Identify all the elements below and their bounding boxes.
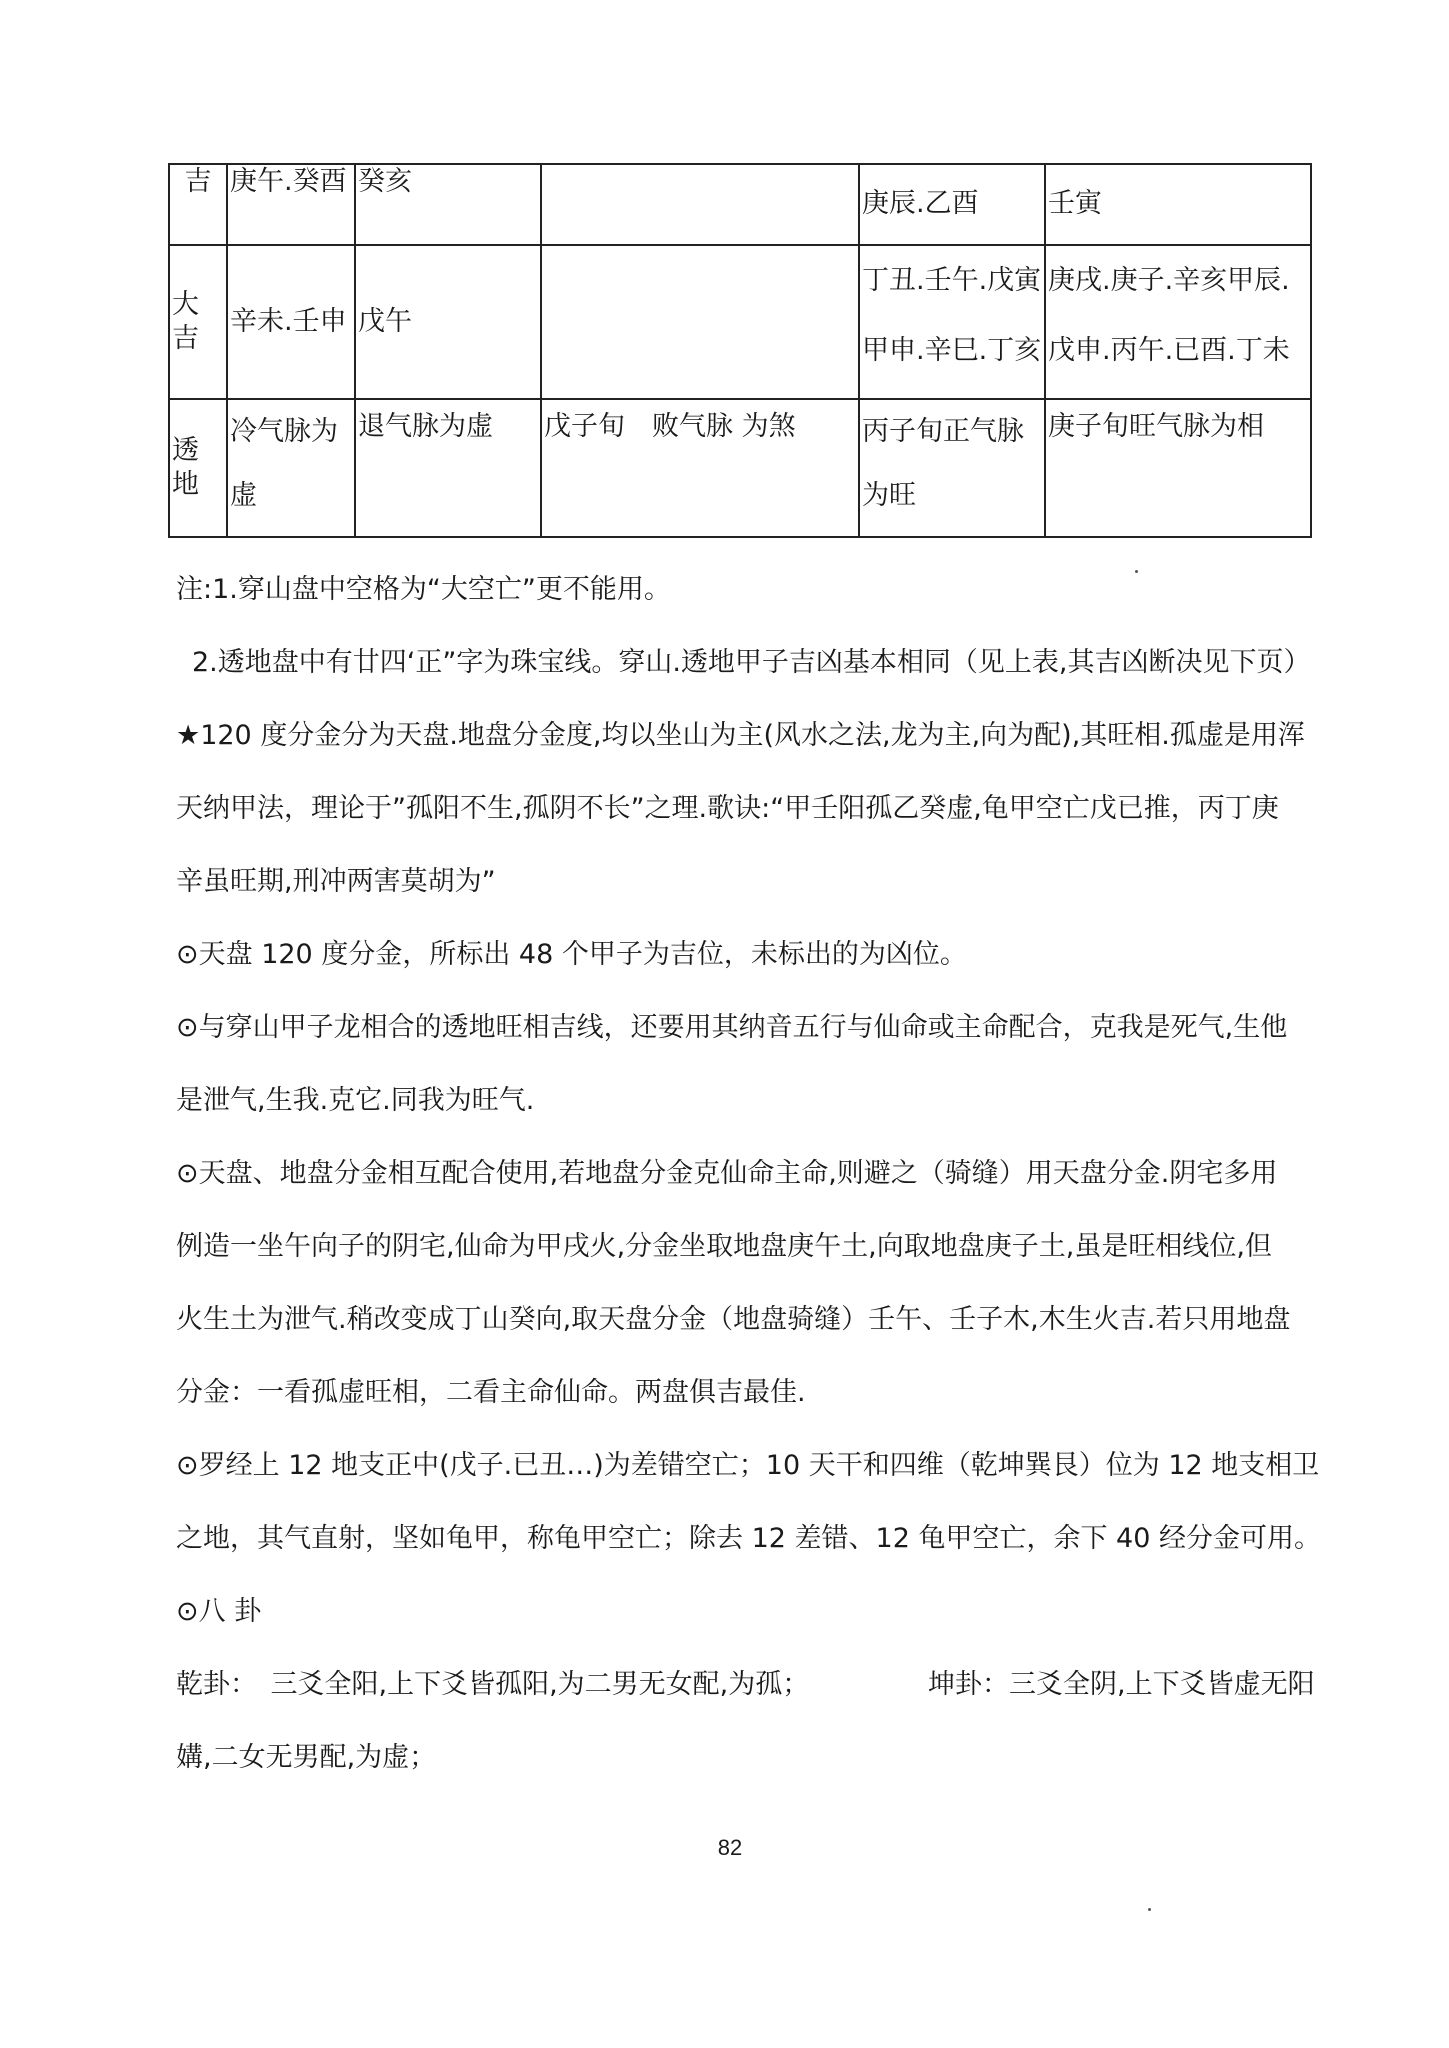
paragraph-line: ⊙与穿山甲子龙相合的透地旺相吉线，还要用其纳音五行与仙命或主命配合，克我是死气,生他 bbox=[176, 1012, 1288, 1043]
table-cell: 庚辰.乙酉 bbox=[859, 164, 1045, 245]
table-cell: 癸亥 bbox=[355, 164, 541, 245]
paragraph-line: 之地，其气直射，坚如龟甲，称龟甲空亡；除去 12 差错、12 龟甲空亡，余下 40 经分金可用。 bbox=[176, 1523, 1321, 1554]
table-cell: 庚子旬旺气脉为相 bbox=[1045, 399, 1311, 537]
cell-line: 丙子旬正气脉 bbox=[862, 416, 1024, 447]
paragraph-line: 火生土为泄气.稍改变成丁山癸向,取天盘分金（地盘骑缝）壬午、壬子木,木生火吉.若只用地盘 bbox=[176, 1304, 1291, 1335]
table-cell: 辛未.壬申 bbox=[227, 245, 355, 399]
table-cell: 退气脉为虚 bbox=[355, 399, 541, 537]
table-cell bbox=[859, 399, 1045, 537]
cell-line: 戊申.丙午.已酉.丁未 bbox=[1048, 335, 1290, 366]
paragraph-line: ★120 度分金分为天盘.地盘分金度,均以坐山为主(风水之法,龙为主,向为配),其旺相.孤虚是用浑 bbox=[176, 720, 1305, 751]
table-cell bbox=[227, 399, 355, 537]
table-cell: 戊子旬 败气脉 为煞 bbox=[541, 399, 859, 537]
cell-line: 甲申.辛巳.丁亥 bbox=[862, 335, 1042, 366]
section-heading-bagua: ⊙八 卦 bbox=[176, 1596, 262, 1627]
cell-line: 为旺 bbox=[862, 480, 916, 511]
table-row-toudi bbox=[169, 399, 1311, 537]
table-cell: 庚午.癸酉 bbox=[227, 164, 355, 245]
paragraph-line: ⊙天盘 120 度分金，所标出 48 个甲子为吉位，未标出的为凶位。 bbox=[176, 939, 967, 970]
note-2: 2.透地盘中有廿四‘正”字为珠宝线。穿山.透地甲子吉凶基本相同（见上表,其吉凶断决见下页） bbox=[192, 647, 1311, 678]
table-cell: 戊午 bbox=[355, 245, 541, 399]
paragraph-line: ⊙天盘、地盘分金相互配合使用,若地盘分金克仙命主命,则避之（骑缝）用天盘分金.阴宅多用 bbox=[176, 1158, 1278, 1189]
scan-speck bbox=[1148, 1908, 1151, 1911]
note-1: 注:1.穿山盘中空格为“大空亡”更不能用。 bbox=[176, 574, 671, 605]
fenjin-table bbox=[168, 163, 1312, 538]
cell-line: 冷气脉为 bbox=[230, 416, 338, 447]
paragraph-line: 乾卦： 三爻全阳,上下爻皆孤阳,为二男无女配,为孤； bbox=[176, 1669, 810, 1700]
paragraph-line: 分金：一看孤虚旺相，二看主命仙命。两盘俱吉最佳. bbox=[176, 1377, 806, 1408]
table-row-daji bbox=[169, 245, 1311, 399]
table-cell-empty bbox=[541, 164, 859, 245]
paragraph-line: 是泄气,生我.克它.同我为旺气. bbox=[176, 1085, 535, 1116]
cell-line: 丁丑.壬午.戊寅 bbox=[862, 265, 1042, 296]
paragraph-line: 媾,二女无男配,为虚； bbox=[176, 1742, 437, 1773]
row-label-daji: 大吉 bbox=[169, 245, 227, 399]
paragraph-line: 例造一坐午向子的阴宅,仙命为甲戌火,分金坐取地盘庚午土,向取地盘庚子土,虽是旺相线位,但 bbox=[176, 1231, 1272, 1262]
scan-speck bbox=[1135, 570, 1138, 573]
paragraph-line: ⊙罗经上 12 地支正中(戊子.已丑…)为差错空亡；10 天干和四维（乾坤巽艮）位为 12 地支相卫 bbox=[176, 1450, 1320, 1481]
table-cell: 壬寅 bbox=[1045, 164, 1311, 245]
paragraph-line: 坤卦：三爻全阴,上下爻皆虚无阳 bbox=[928, 1669, 1315, 1700]
table-cell bbox=[859, 245, 1045, 399]
table-row-ji bbox=[169, 164, 1311, 245]
table-cell-empty bbox=[541, 245, 859, 399]
row-label-toudi: 透地 bbox=[169, 399, 227, 537]
page-number: 82 bbox=[717, 1835, 743, 1860]
paragraph-line: 天纳甲法，理论于”孤阳不生,孤阴不长”之理.歌诀:“甲壬阳孤乙癸虚,龟甲空亡戊已推，丙丁庚 bbox=[176, 793, 1279, 824]
cell-line: 虚 bbox=[230, 480, 257, 511]
cell-line: 庚戌.庚子.辛亥甲辰. bbox=[1048, 265, 1290, 296]
table-cell bbox=[1045, 245, 1311, 399]
row-label-ji: 吉 bbox=[169, 164, 227, 245]
paragraph-line: 辛虽旺期,刑冲两害莫胡为” bbox=[176, 866, 496, 897]
